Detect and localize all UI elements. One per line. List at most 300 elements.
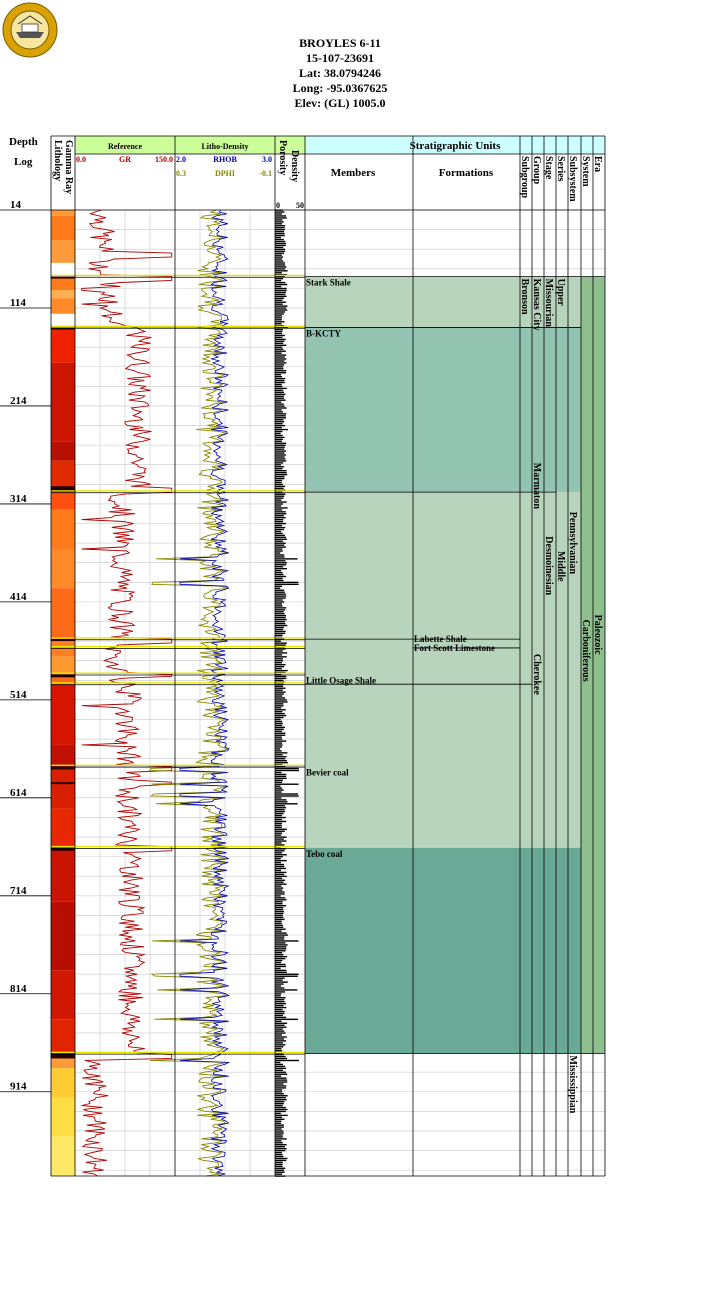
porosity-bar xyxy=(275,472,287,473)
porosity-bar xyxy=(275,270,288,271)
porosity-bar xyxy=(275,262,285,263)
porosity-bar xyxy=(275,394,285,395)
porosity-bar xyxy=(275,215,286,216)
strat-interval-3 xyxy=(305,848,581,1054)
lithology-interval xyxy=(51,639,75,657)
lithology-interval xyxy=(51,970,75,1019)
porosity-bar xyxy=(275,1158,287,1159)
lithology-dark-band xyxy=(51,782,75,784)
rhob-scale-max: 3.0 xyxy=(262,155,272,164)
porosity-bar xyxy=(275,1095,288,1096)
porosity-bar xyxy=(275,832,282,833)
porosity-bar xyxy=(275,256,283,257)
porosity-bar xyxy=(275,977,285,978)
porosity-bar xyxy=(275,253,284,254)
porosity-bar xyxy=(275,519,283,520)
porosity-bar xyxy=(275,642,287,643)
porosity-bar xyxy=(275,970,286,971)
porosity-bar xyxy=(275,1168,285,1169)
porosity-bar xyxy=(275,621,285,622)
porosity-bar xyxy=(275,1066,285,1067)
elevation: Elev: (GL) 1005.0 xyxy=(294,96,386,110)
porosity-bar xyxy=(275,1021,282,1022)
porosity-bar xyxy=(275,450,286,451)
porosity-bar xyxy=(275,762,288,763)
stage-unit-label: Desmoinesian xyxy=(543,536,554,596)
porosity-bar xyxy=(275,345,286,346)
porosity-bar xyxy=(275,770,299,771)
porosity-bar xyxy=(275,352,282,353)
porosity-bar xyxy=(275,582,298,583)
porosity-bar xyxy=(275,1091,282,1092)
porosity-bar xyxy=(275,354,286,355)
porosity-bar xyxy=(275,854,287,855)
porosity-bar xyxy=(275,556,285,557)
porosity-bar xyxy=(275,574,283,575)
system-unit-label: Carboniferous xyxy=(580,619,591,682)
porosity-bar xyxy=(275,789,284,790)
porosity-bar xyxy=(275,625,287,626)
porosity-bar xyxy=(275,309,287,310)
porosity-bar xyxy=(275,983,284,984)
porosity-bar xyxy=(275,494,285,495)
porosity-bar xyxy=(275,443,286,444)
porosity-bar xyxy=(275,1042,283,1043)
porosity-bar xyxy=(275,513,286,514)
porosity-bar xyxy=(275,539,287,540)
porosity-bar xyxy=(275,315,282,316)
porosity-bar xyxy=(275,889,282,890)
porosity-bar xyxy=(275,284,287,285)
porosity-bar xyxy=(275,952,282,953)
porosity-bar xyxy=(275,523,286,524)
porosity-bar xyxy=(275,1154,282,1155)
porosity-bar xyxy=(275,901,283,902)
porosity-bar xyxy=(275,1011,285,1012)
porosity-bar xyxy=(275,335,285,336)
porosity-bar xyxy=(275,780,283,781)
porosity-bar xyxy=(275,938,284,939)
porosity-bar xyxy=(275,313,284,314)
porosity-bar xyxy=(275,225,285,226)
series-unit-label: Middle xyxy=(555,550,566,582)
porosity-bar xyxy=(275,617,286,618)
porosity-bar xyxy=(275,376,282,377)
porosity-bar xyxy=(275,558,298,559)
porosity-bar xyxy=(275,981,288,982)
porosity-bar xyxy=(275,399,286,400)
porosity-bar xyxy=(275,211,284,212)
porosity-bar xyxy=(275,719,281,720)
porosity-bar xyxy=(275,411,283,412)
porosity-bar xyxy=(275,605,282,606)
group-unit-label: Cherokee xyxy=(531,653,542,695)
porosity-bar xyxy=(275,460,286,461)
dphi-scale-max: -0.1 xyxy=(259,169,272,178)
dphi-scale-min: 0.3 xyxy=(176,169,186,178)
lithology-interval xyxy=(51,684,75,745)
porosity-bar xyxy=(275,570,281,571)
member-label: Stark Shale xyxy=(306,277,351,288)
porosity-bar xyxy=(275,693,284,694)
porosity-bar xyxy=(275,1156,283,1157)
porosity-bar xyxy=(275,448,284,449)
porosity-bar xyxy=(275,756,287,757)
porosity-bar xyxy=(275,364,284,365)
porosity-bar xyxy=(275,787,282,788)
porosity-bar xyxy=(275,776,286,777)
rhob-curve-label: RHOB xyxy=(213,155,237,164)
porosity-bar xyxy=(275,911,284,912)
porosity-bar xyxy=(275,419,283,420)
log-column-title: Log xyxy=(14,156,33,168)
porosity-bar xyxy=(275,695,282,696)
porosity-bar xyxy=(275,590,284,591)
porosity-bar xyxy=(275,897,285,898)
porosity-bar xyxy=(275,668,282,669)
porosity-scale-max: 50 xyxy=(296,201,304,210)
porosity-bar xyxy=(275,972,287,973)
porosity-bar xyxy=(275,521,283,522)
rhob-scale-min: 2.0 xyxy=(176,155,186,164)
lithology-interval xyxy=(51,314,75,328)
porosity-bar xyxy=(275,936,284,937)
porosity-bar xyxy=(275,339,286,340)
porosity-bar xyxy=(275,1109,288,1110)
porosity-bar xyxy=(275,1101,284,1102)
api-number: 15-107-23691 xyxy=(306,51,374,65)
porosity-bar xyxy=(275,1075,281,1076)
porosity-bar xyxy=(275,446,285,447)
porosity-bar xyxy=(275,1146,285,1147)
porosity-bar xyxy=(275,405,285,406)
porosity-bar xyxy=(275,1009,283,1010)
strat-rank-title: Stage xyxy=(543,156,554,180)
porosity-bar xyxy=(275,403,284,404)
formation-label: Fort Scott Limestone xyxy=(414,642,495,653)
porosity-bar xyxy=(275,229,285,230)
lithology-interval xyxy=(51,441,75,461)
porosity-bar xyxy=(275,1058,287,1059)
porosity-bar xyxy=(275,807,286,808)
porosity-bar xyxy=(275,1068,286,1069)
porosity-bar xyxy=(275,407,287,408)
porosity-bar xyxy=(275,525,282,526)
lithology-interval xyxy=(51,1098,75,1137)
porosity-bar xyxy=(275,876,287,877)
porosity-bar xyxy=(275,740,286,741)
porosity-bar xyxy=(275,566,283,567)
porosity-bar xyxy=(275,623,285,624)
porosity-bar xyxy=(275,1093,284,1094)
porosity-bar xyxy=(275,486,285,487)
porosity-bar xyxy=(275,878,282,879)
porosity-bar xyxy=(275,374,281,375)
lithology-interval xyxy=(51,588,75,639)
porosity-bar xyxy=(275,785,280,786)
porosity-bar xyxy=(275,290,287,291)
porosity-bar xyxy=(275,1126,284,1127)
porosity-bar xyxy=(275,774,286,775)
porosity-bar xyxy=(275,231,284,232)
porosity-bar xyxy=(275,930,282,931)
porosity-bar xyxy=(275,874,284,875)
porosity-bar xyxy=(275,1152,282,1153)
porosity-bar xyxy=(275,272,282,273)
lithology-interval xyxy=(51,848,75,902)
porosity-bar xyxy=(275,1164,283,1165)
porosity-bar xyxy=(275,595,286,596)
porosity-bar xyxy=(275,560,286,561)
porosity-bar xyxy=(275,1170,284,1171)
porosity-bar xyxy=(275,887,283,888)
porosity-bar xyxy=(275,611,284,612)
porosity-bar xyxy=(275,964,286,965)
porosity-bar xyxy=(275,431,282,432)
porosity-bar xyxy=(275,1142,283,1143)
porosity-bar xyxy=(275,286,281,287)
porosity-bar xyxy=(275,1111,286,1112)
porosity-bar xyxy=(275,1034,282,1035)
depth-tick-label: 814 xyxy=(10,982,27,995)
porosity-bar xyxy=(275,476,284,477)
porosity-bar xyxy=(275,778,287,779)
porosity-bar xyxy=(275,482,282,483)
porosity-bar xyxy=(275,1001,285,1002)
porosity-bar xyxy=(275,593,286,594)
porosity-bar xyxy=(275,384,282,385)
porosity-bar xyxy=(275,1050,282,1051)
porosity-bar xyxy=(275,795,299,796)
porosity-bar xyxy=(275,1023,287,1024)
porosity-bar xyxy=(275,264,285,265)
porosity-bar xyxy=(275,454,286,455)
porosity-bar xyxy=(275,543,286,544)
lithology-interval xyxy=(51,216,75,240)
porosity-bar xyxy=(275,1040,286,1041)
porosity-bar xyxy=(275,588,280,589)
porosity-bar xyxy=(275,944,288,945)
strat-rank-title: System xyxy=(580,156,591,187)
depth-tick-label: 514 xyxy=(10,688,27,701)
porosity-bar xyxy=(275,709,286,710)
reference-track-title: Reference xyxy=(107,142,143,151)
porosity-bar xyxy=(275,382,285,383)
porosity-bar xyxy=(275,950,286,951)
porosity-bar xyxy=(275,1003,286,1004)
porosity-bar xyxy=(275,347,282,348)
gr-scale-max: 150.0 xyxy=(155,155,173,164)
porosity-bar xyxy=(275,333,282,334)
porosity-bar xyxy=(275,456,285,457)
porosity-bar xyxy=(275,966,286,967)
porosity-bar xyxy=(275,652,287,653)
porosity-bar xyxy=(275,656,287,657)
porosity-bar xyxy=(275,597,286,598)
porosity-bar xyxy=(275,946,286,947)
porosity-bar xyxy=(275,958,285,959)
porosity-bar xyxy=(275,1005,284,1006)
porosity-bar xyxy=(275,292,286,293)
porosity-bar xyxy=(275,511,286,512)
porosity-bar xyxy=(275,866,284,867)
porosity-bar xyxy=(275,1032,286,1033)
porosity-bar xyxy=(275,823,282,824)
porosity-bar xyxy=(275,223,282,224)
porosity-bar xyxy=(275,321,285,322)
lithology-interval xyxy=(51,277,75,291)
lithology-interval xyxy=(51,263,75,277)
porosity-bar xyxy=(275,1036,287,1037)
porosity-bar xyxy=(275,817,286,818)
porosity-bar xyxy=(275,838,284,839)
porosity-bar xyxy=(275,439,283,440)
porosity-bar xyxy=(275,1070,283,1071)
porosity-bar xyxy=(275,1140,282,1141)
porosity-bar xyxy=(275,580,283,581)
porosity-bar xyxy=(275,1089,282,1090)
porosity-bar xyxy=(275,752,287,753)
porosity-bar xyxy=(275,962,281,963)
porosity-bar xyxy=(275,388,287,389)
subsystem-unit-label: Pennsylvanian xyxy=(567,511,578,575)
porosity-bar xyxy=(275,607,286,608)
porosity-bar xyxy=(275,288,287,289)
porosity-bar xyxy=(275,725,282,726)
porosity-bar xyxy=(275,834,281,835)
porosity-bar xyxy=(275,976,298,977)
porosity-bar xyxy=(275,480,282,481)
porosity-bar xyxy=(275,1105,283,1106)
dphi-curve-label: DPHI xyxy=(215,169,235,178)
porosity-bar xyxy=(275,811,285,812)
porosity-bar xyxy=(275,1115,288,1116)
member-label: Bevier coal xyxy=(306,767,349,778)
porosity-bar xyxy=(275,221,284,222)
porosity-bar xyxy=(275,1079,287,1080)
porosity-bar xyxy=(275,1060,299,1061)
porosity-bar xyxy=(275,727,285,728)
porosity-bar xyxy=(275,905,286,906)
porosity-bar xyxy=(275,484,283,485)
porosity-bar xyxy=(275,1013,284,1014)
porosity-bar xyxy=(275,1144,287,1145)
porosity-bar xyxy=(275,1119,284,1120)
porosity-bar xyxy=(275,723,283,724)
porosity-bar xyxy=(275,842,282,843)
porosity-bar xyxy=(275,960,282,961)
porosity-bar xyxy=(275,644,286,645)
porosity-bar xyxy=(275,919,285,920)
porosity-bar xyxy=(275,219,282,220)
porosity-bar xyxy=(275,366,283,367)
porosity-bar xyxy=(275,349,283,350)
porosity-bar xyxy=(275,852,282,853)
porosity-bar xyxy=(275,1087,286,1088)
member-label: Tebo coal xyxy=(306,848,343,859)
porosity-bar xyxy=(275,1148,287,1149)
porosity-bar xyxy=(275,1122,281,1123)
porosity-bar xyxy=(275,268,285,269)
porosity-bar xyxy=(275,868,286,869)
porosity-bar xyxy=(275,903,283,904)
depth-column-title: Depth xyxy=(9,136,38,148)
lithology-title: Lithology xyxy=(52,140,63,182)
porosity-bar xyxy=(275,742,282,743)
porosity-bar xyxy=(275,233,285,234)
porosity-bar xyxy=(275,554,284,555)
porosity-bar xyxy=(275,721,282,722)
porosity-bar xyxy=(275,1007,286,1008)
porosity-bar xyxy=(275,1099,287,1100)
lithology-interval xyxy=(51,809,75,848)
porosity-bar xyxy=(275,805,285,806)
porosity-bar xyxy=(275,488,284,489)
porosity-bar xyxy=(275,609,285,610)
porosity-bar xyxy=(275,317,282,318)
porosity-bar xyxy=(275,1121,281,1122)
porosity-bar xyxy=(275,658,283,659)
porosity-bar xyxy=(275,243,286,244)
porosity-bar xyxy=(275,298,284,299)
porosity-bar xyxy=(275,809,285,810)
porosity-bar xyxy=(275,468,282,469)
porosity-bar xyxy=(275,1015,283,1016)
porosity-bar xyxy=(275,1085,286,1086)
porosity-bar xyxy=(275,1097,286,1098)
porosity-bar xyxy=(275,736,282,737)
porosity-bar xyxy=(275,307,286,308)
lithology-interval xyxy=(51,657,75,675)
porosity-bar xyxy=(275,1048,281,1049)
porosity-bar xyxy=(275,1171,285,1172)
porosity-bar xyxy=(275,305,287,306)
porosity-bar xyxy=(275,329,283,330)
porosity-bar xyxy=(275,664,286,665)
porosity-bar xyxy=(275,829,287,830)
group-unit-label: Kansas City xyxy=(531,278,542,331)
porosity-bar xyxy=(275,572,283,573)
porosity-bar xyxy=(275,251,285,252)
porosity-bar xyxy=(275,688,285,689)
porosity-bar xyxy=(275,368,283,369)
porosity-bar xyxy=(275,1064,283,1065)
porosity-bar xyxy=(275,870,281,871)
era-unit-label: Paleozoic xyxy=(592,614,603,655)
porosity-bar xyxy=(275,300,282,301)
porosity-bar xyxy=(275,613,285,614)
porosity-bar xyxy=(275,1026,286,1027)
density-title: Density xyxy=(289,150,300,183)
porosity-bar xyxy=(275,1136,283,1137)
porosity-bar xyxy=(275,784,299,785)
porosity-bar xyxy=(275,341,284,342)
porosity-bar xyxy=(275,1166,283,1167)
porosity-bar xyxy=(275,390,283,391)
porosity-bar xyxy=(275,691,286,692)
porosity-bar xyxy=(275,1132,284,1133)
porosity-bar xyxy=(275,1138,287,1139)
porosity-bar xyxy=(275,1128,282,1129)
porosity-bar xyxy=(275,917,283,918)
porosity-bar xyxy=(275,881,284,882)
porosity-bar xyxy=(275,499,281,500)
porosity-bar xyxy=(275,1044,285,1045)
porosity-bar xyxy=(275,1072,286,1073)
porosity-bar xyxy=(275,640,281,641)
porosity-bar xyxy=(275,699,287,700)
porosity-bar xyxy=(275,1162,283,1163)
